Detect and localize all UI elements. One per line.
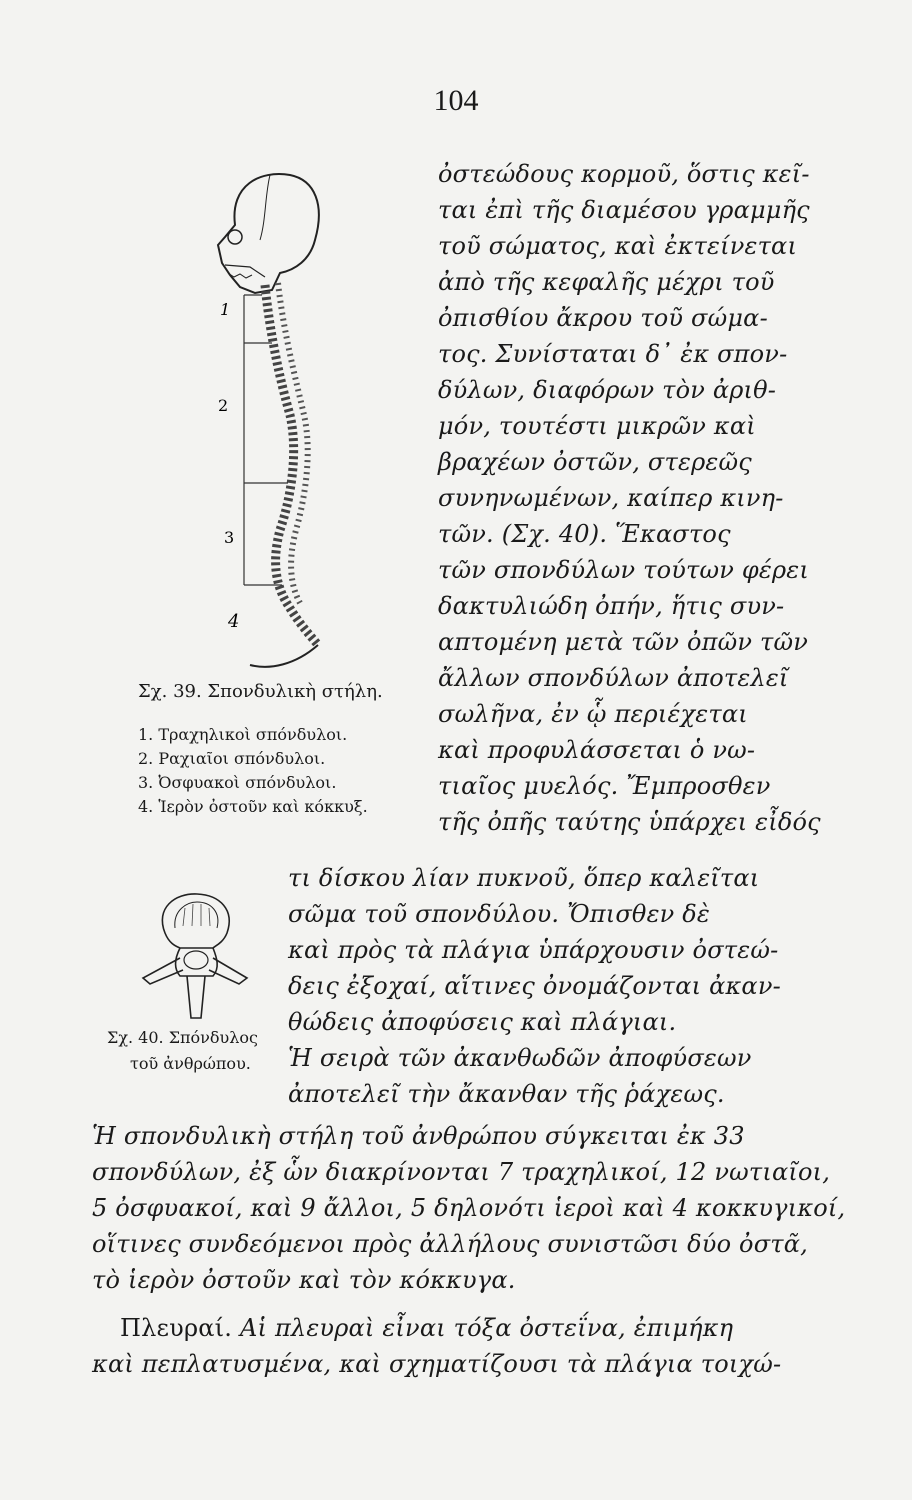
full-width-line: σπονδύλων, ἐξ ὧν διακρίνονται 7 τραχηλικοί, 12 νωτιαῖοι, (92, 1158, 831, 1186)
right-column-line: τος. Συνίσταται δ᾽ ἐκ σπον- (438, 340, 788, 368)
right-column-line: δακτυλιώδη ὀπήν, ἥτις συν- (438, 592, 785, 620)
right-column-line: βραχέων ὀστῶν, στερεῶς (438, 448, 752, 476)
right-column-line: τιαῖος μυελός. Ἔμπροσθεν (438, 772, 771, 800)
page-number: 104 (433, 84, 479, 117)
right-column-line: τοῦ σώματος, καὶ ἐκτείνεται (438, 232, 798, 260)
figure-39-caption: Σχ. 39. Σπονδυλικὴ στήλη. (138, 681, 383, 702)
right-column-line: ται ἐπὶ τῆς διαμέσου γραμμῆς (438, 196, 810, 224)
right-column-line: τῶν σπονδύλων τούτων φέρει (438, 556, 809, 584)
figure-40-caption-line2: τοῦ ἀνθρώπου. (130, 1054, 251, 1073)
marker-2: 2 (218, 396, 229, 415)
full-width-line: Ἡ σπονδυλικὴ στήλη τοῦ ἀνθρώπου σύγκειται ἐκ 33 (92, 1122, 745, 1150)
right-column-line: απτομένη μετὰ τῶν ὀπῶν τῶν (438, 628, 809, 656)
mid-column-line: δεις ἐξοχαί, αἵτινες ὀνομάζονται ἀκαν- (288, 972, 781, 1000)
right-column-line: μόν, τουτέστι μικρῶν καὶ (438, 412, 756, 440)
mid-column-line: Ἡ σειρὰ τῶν ἀκανθωδῶν ἀποφύσεων (288, 1044, 752, 1072)
right-column-line: ὀστεώδους κορμοῦ, ὅστις κεῖ- (438, 160, 810, 188)
figure-39-spine (200, 165, 340, 675)
figure-39-legend-2: 2. Ραχιαῖοι σπόνδυλοι. (138, 749, 326, 768)
figure-40-caption-line1: Σχ. 40. Σπόνδυλος (107, 1028, 258, 1047)
ribs-heading: Πλευραί. (120, 1314, 233, 1342)
marker-1: 1 (220, 300, 231, 319)
right-column-line: συνηνωμένων, καίπερ κινη- (438, 484, 784, 512)
vertebra-illustration (135, 888, 255, 1028)
right-column-line: τῆς ὀπῆς ταύτης ὑπάρχει εἶδός (438, 808, 821, 836)
marker-3: 3 (224, 528, 235, 547)
right-column-line: ἀπὸ τῆς κεφαλῆς μέχρι τοῦ (438, 268, 775, 296)
mid-column-line: καὶ πρὸς τὰ πλάγια ὑπάρχουσιν ὀστεώ- (288, 936, 779, 964)
figure-39-legend-3: 3. Ὀσφυακοὶ σπόνδυλοι. (138, 773, 337, 792)
full-width-line: 5 ὀσφυακοί, καὶ 9 ἄλλοι, 5 δηλονότι ἱεροὶ καὶ 4 κοκκυγικοί, (92, 1194, 846, 1222)
ribs-paragraph-line2: καὶ πεπλατυσμένα, καὶ σχηματίζουσι τὰ πλάγια τοιχώ- (92, 1350, 782, 1378)
right-column-line: ὀπισθίου ἄκρου τοῦ σώμα- (438, 304, 768, 332)
figure-40-vertebra (135, 888, 255, 1028)
spine-illustration (200, 165, 340, 675)
right-column-line: ἄλλων σπονδύλων ἀποτελεῖ (438, 664, 789, 692)
right-column-line: καὶ προφυλάσσεται ὁ νω- (438, 736, 756, 764)
mid-column-line: θώδεις ἀποφύσεις καὶ πλάγιαι. (288, 1008, 677, 1036)
marker-4: 4 (228, 611, 240, 632)
mid-column-line: τι δίσκου λίαν πυκνοῦ, ὅπερ καλεῖται (288, 864, 760, 892)
figure-39-legend-4: 4. Ἱερὸν ὀστοῦν καὶ κόκκυξ. (138, 797, 368, 816)
ribs-paragraph-line1 (120, 1312, 733, 1344)
mid-column-line: ἀποτελεῖ τὴν ἄκανθαν τῆς ῥάχεως. (288, 1080, 725, 1108)
right-column-line: σωλῆνα, ἐν ᾧ περιέχεται (438, 700, 748, 728)
full-width-line: οἵτινες συνδεόμενοι πρὸς ἀλλήλους συνιστῶσι δύο ὀστᾶ, (92, 1230, 808, 1258)
mid-column-line: σῶμα τοῦ σπονδύλου. Ὄπισθεν δὲ (288, 900, 711, 928)
right-column-line: δύλων, διαφόρων τὸν ἀριθ- (438, 376, 777, 404)
ribs-line1-text: Αἱ πλευραὶ εἶναι τόξα ὀστεΐνα, ἐπιμήκη (239, 1314, 734, 1342)
full-width-line: τὸ ἱερὸν ὀστοῦν καὶ τὸν κόκκυγα. (92, 1266, 516, 1294)
right-column-line: τῶν. (Σχ. 40). Ἕκαστος (438, 520, 731, 548)
figure-39-legend-1: 1. Τραχηλικοὶ σπόνδυλοι. (138, 725, 348, 744)
